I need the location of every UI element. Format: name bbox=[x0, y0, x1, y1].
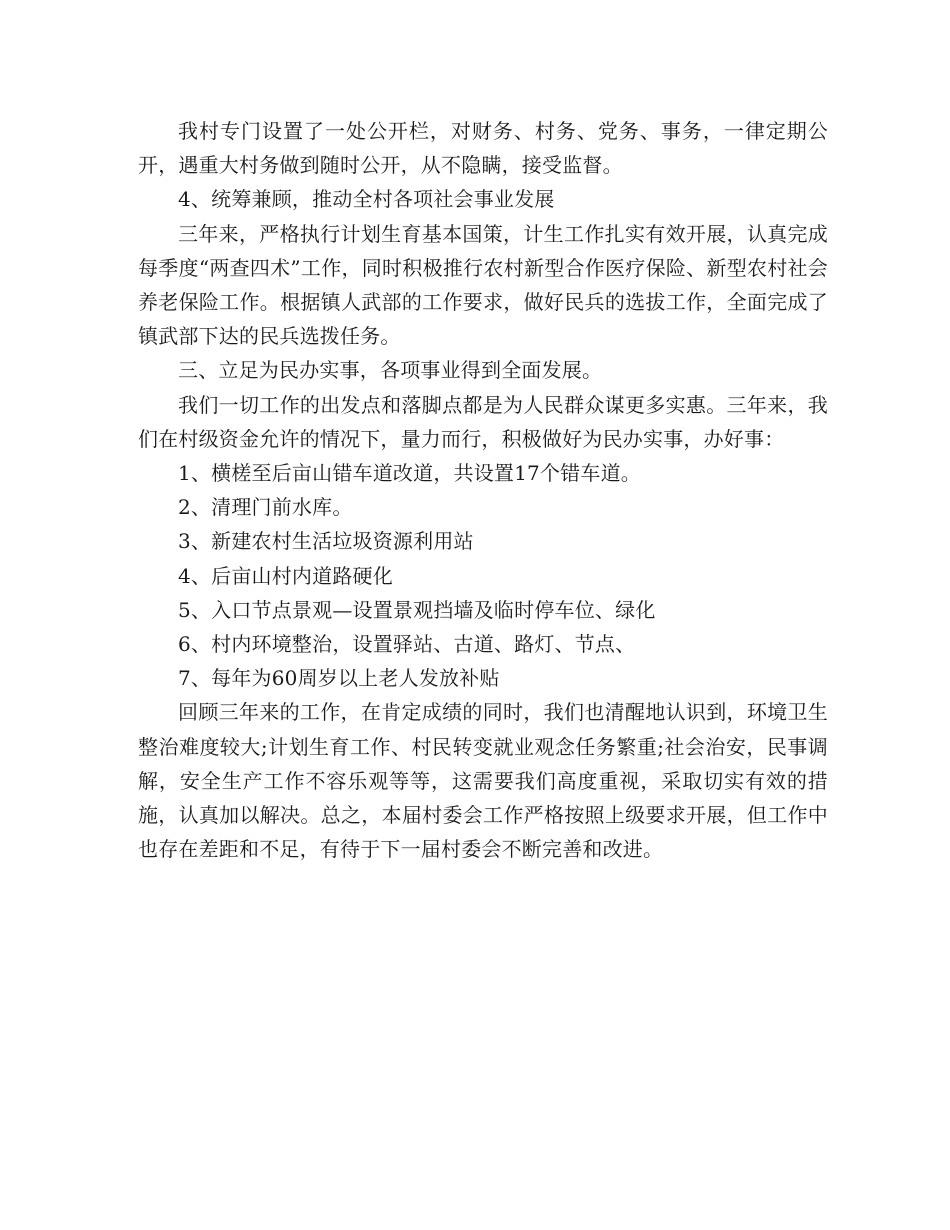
list-item-3: 3、新建农村生活垃圾资源利用站 bbox=[178, 529, 474, 554]
list-item-6: 6、村内环境整治，设置驿站、古道、路灯、节点、 bbox=[178, 632, 636, 657]
paragraph-family-planning: 三年来，严格执行计划生育基本国策，计生工作扎实有效开展，认真完成每季度“两查四术”工作，同时积极推行农村新型合作医疗保险、新型农村社会养老保险工作。根据镇人武部的工作要求，做好民兵的选拔工作，全面完成了镇武部下达的民兵选拨任务。 bbox=[138, 221, 828, 349]
paragraph-public-notice: 我村专门设置了一处公开栏，对财务、村务、党务、事务，一律定期公开，遇重大村务做到随时公开，从不隐瞒，接受监督。 bbox=[138, 119, 828, 178]
list-item-2: 2、清理门前水库。 bbox=[178, 495, 353, 520]
paragraph-practical-matters: 我们一切工作的出发点和落脚点都是为人民群众谋更多实惠。三年来，我们在村级资金允许的情况下，量力而行，积极做好为民办实事，办好事： bbox=[138, 392, 828, 451]
list-item-1: 1、横槎至后亩山错车道改道，共设置17个错车道。 bbox=[178, 461, 641, 486]
list-item-7: 7、每年为60周岁以上老人发放补贴 bbox=[178, 666, 500, 691]
list-item-4: 4、后亩山村内道路硬化 bbox=[178, 563, 393, 588]
paragraph-heading-3: 三、立足为民办实事，各项事业得到全面发展。 bbox=[178, 358, 603, 383]
document-body bbox=[138, 114, 828, 866]
paragraph-review: 回顾三年来的工作，在肯定成绩的同时，我们也清醒地认识到，环境卫生整治难度较大;计划生育工作、村民转变就业观念任务繁重;社会治安，民事调解，安全生产工作不容乐观等等，这需要我们高度重视，采取切实有效的措施，认真加以解决。总之，本届村委会工作严格按照上级要求开展，但工作中也存在差距和不足，有待于下一届村委会不断完善和改进。 bbox=[138, 700, 828, 862]
list-item-5: 5、入口节点景观—设置景观挡墙及临时停车位、绿化 bbox=[178, 597, 656, 622]
paragraph-heading-4: 4、统筹兼顾，推动全村各项社会事业发展 bbox=[178, 187, 555, 212]
